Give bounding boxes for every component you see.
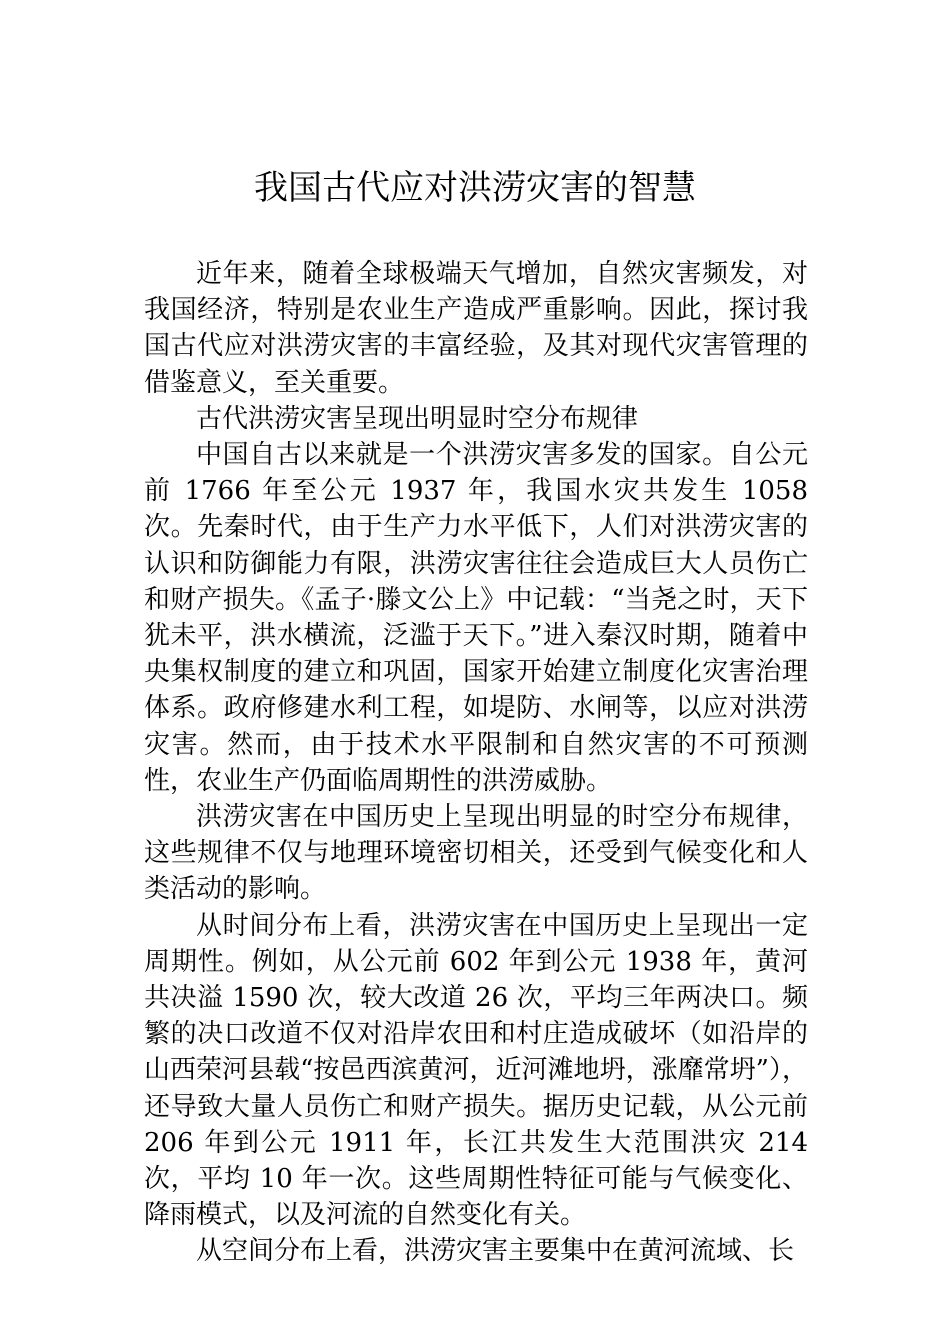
paragraph-intro: 近年来，随着全球极端天气增加，自然灾害频发，对我国经济，特别是农业生产造成严重影响。因此，探讨我国古代应对洪涝灾害的丰富经验，及其对现代灾害管理的借鉴意义，至关重要。 — [144, 259, 808, 398]
section-heading: 古代洪涝灾害呈现出明显时空分布规律 — [196, 403, 639, 434]
paragraph-spatial: 从空间分布上看，洪涝灾害主要集中在黄河流域、长 — [196, 1236, 795, 1267]
paragraph-patterns: 洪涝灾害在中国历史上呈现出明显的时空分布规律，这些规律不仅与地理环境密切相关，还受到气候变化和人类活动的影响。 — [144, 802, 808, 905]
document-body — [144, 256, 808, 1270]
document-title: 我国古代应对洪涝灾害的智慧 — [254, 168, 696, 208]
paragraph-temporal: 从时间分布上看，洪涝灾害在中国历史上呈现出一定周期性。例如，从公元前 602 年到公元 1938 年，黄河共决溢 1590 次，较大改道 26 次，平均三年两决口。频繁的决口改道不仅对沿岸农田和村庄造成破坏（如沿岸的山西荣河县载“按邑西滨黄河，近河滩地坍，涨靡常坍”），还导致大量人员伤亡和财产损失。据历史记载，从公元前 206 年到公元 1911 年，长江共发生大范围洪灾 214 次，平均 10 年一次。这些周期性特征可能与气候变化、降雨模式，以及河流的自然变化有关。 — [144, 910, 808, 1231]
paragraph-history: 中国自古以来就是一个洪涝灾害多发的国家。自公元前 1766 年至公元 1937 年，我国水灾共发生 1058 次。先秦时代，由于生产力水平低下，人们对洪涝灾害的认识和防御能力有限，洪涝灾害往往会造成巨大人员伤亡和财产损失。《孟子·滕文公上》中记载：“当尧之时，天下犹未平，洪水横流，泛滥于天下。”进入秦汉时期，随着中央集权制度的建立和巩固，国家开始建立制度化灾害治理体系。政府修建水利工程，如堤防、水闸等，以应对洪涝灾害。然而，由于技术水平限制和自然灾害的不可预测性，农业生产仍面临周期性的洪涝威胁。 — [144, 440, 808, 796]
